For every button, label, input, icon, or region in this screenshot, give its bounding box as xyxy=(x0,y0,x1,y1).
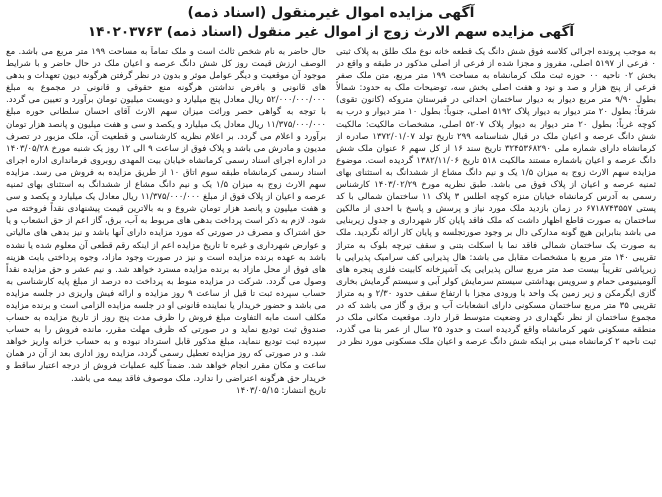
ad-title: آگهی مزایده اموال غیرمنقول (اسناد ذمه) xyxy=(187,5,475,21)
ad-subtitle: آگهی مزایده سهم الارث زوج از اموال غیر منقول (اسناد ذمه) ۱۴۰۲۰۳۷۶۳ xyxy=(87,24,575,40)
ad-body xyxy=(6,46,656,496)
right-column-text: به موجب پرونده اجرائی کلاسه فوق شش دانگ یک قطعه خانه نوع ملک طلق به پلاک ثبتی ۰ فرعی از ۵۱۹۷ اصلی، مفروز و مجزا شده از فرعی از اصلی مذکور در طبقه و واقع در بخش ۰۲ ناحیه ۰۰ حوزه ثبت ملک کرمانشاه به مساحت ۱۹۹ متر مربع، متن ملک صفر فرعی از پنج هزار و صد و نود و هفت اصلی بخش سه، توضیحات ملک به حدود: شمالاً بطول ۹/۹۰ متر مربع دیوار به دیوار ساختمان احداثی در قبرستان متروکه (کانون تقوی) شرقاً: بطول ۲۰ متر دیوار به دیوار پلاک ۵۱۹۲ اصلی، جنوباً: بطول ۱۰ متر دیوار و درب به کوچه غرباً: بطول ۲۰ متر دیوار به دیوار پلاک ۵۲۰۷ اصلی، مشخصات مالکیت: مالکیت شش دانگ عرصه و اعیان ملک در قبال شناسنامه ۲۹۹ تاریخ تولد ۱۳۷۲/۰۱/۰۷ صادره از کرمانشاه دارای شماره ملی ۳۲۴۵۳۶۸۲۹۰ تاریخ سند ۱۶ از کل سهم ۶ عنوان ملک شش دانگ عرصه و اعیان باشماره مستند مالکیت ۵۱۸ تاریخ ۱۳۸۲/۱۱/۰۶ گردیده است. موضوع مزایده سهم الارث زوج به میزان ۱/۵ یک و نیم دانگ مشاع از ششدانگ به استثنای بهای ثمنیه عرصه و اعیان از پلاک فوق می باشد. طبق نظریه مورخ ۱۴۰۳/۰۲/۲۹ کارشناس رسمی به آدرس کرمانشاه خیابان منزه کوچه اطلس ۳ پلاک ۱۱ ساختمان شمالی با کد پستی ۶۷۱۸۷۴۳۵۵۷ در زمان بازدید ملک مورد نیاز و پرسش و پاسخ با احدی از مالکین ساختمان به صورت قاطع اظهار داشت که ملک فاقد پایان کار شهرداری و جدول زیربنایی می باشد بنابراین هیچ گونه مدارکی دال بر وجود صورتجلسه و پایان کار ارائه نگردید. ملک به صورت یک ساختمان شمالی فاقد نما با اسکلت بتنی و سقف تیرچه بلوک به متراژ تقریبی ۱۴۰ متر مربع با مشخصات مقابل می باشد: هال پذیرایی کف سرامیک پذیرایی با زیرپاشی تقریباً بیست صد متر مربع سالن پذیرایی یک آشپزخانه کابینت فلزی پنجره های آلومینیومی حمام و سرویس بهداشتی سیستم سرمایش کولر آبی و سیستم گرمایش بخاری گازی ایگرمکن و زیر زمین یک واحد با ورودی مجزا با ارتفاع سقف حدود ۲/۳۰ و به متراژ تقریبی ۳۵ متر مربع ساختمان مسکونی دارای انشعابات آب و برق و گاز می باشد که در مجموع ساختمان از نظر نگهداری در وضعیت متوسط قرار دارد. موقعیت مکانی ملک در منطقه مسکونی شهر کرمانشاه واقع گردیده است و حدود ۲۵ سال از عمر بنا می گذرد، ثبت ناحیه ۲ کرمانشاه مبنی بر اینکه شش دانگ عرصه و اعیان ملک مسکونی مورد نظر در xyxy=(336,47,656,348)
left-column-text: حال حاضر به نام شخص ثالث است و ملک تماماً به مساحت ۱۹۹ متر مربع می باشد. مع الوصف ارزش قیمت روز کل شش دانگ عرصه و اعیان ملک در حال حاضر و با شرایط موجود آن موقعیت و دیگر عوامل موثر و بدون در نظر گرفتن هرگونه دیون تعهدات و بدهی های قانونی و بافرض نداشتن هرگونه منع حقوقی و قانونی در مجموع به مبلغ ۵۲/۰۰۰/۰۰۰/۰۰۰ ریال معادل پنج میلیارد و دویست میلیون تومان برآورد و تعیین می گردد. با توجه به گواهی حصر وراثت میزان سهم الارث آقای احسان سلطانی حوره مبلغ ۱۱/۳۷۵/۰۰۰/۰۰۰ ریال معادل یک میلیارد و یکصد و سی و هفت میلیون و پانصد هزار تومان برآورد و اعلام می گردد. بر اعلام نظریه کارشناسی و قطعیت آن، ملک مزبور در تصرف مدیون و مادرش می باشد و پلاک فوق از ساعت ۹ الی ۱۲ روز یک شنبه مورخ ۱۴۰۳/۰۵/۲۸ در اداره اجرای اسناد رسمی کرمانشاه خیابان بیت المهدی روبروی فرمانداری اداره اجرای اسناد رسمی کرمانشاه طبقه سوم اتاق ۱۰ از طریق مزایده به فروش می رسد. مزایده سهم الارث زوج به میزان ۱/۵ یک و نیم دانگ مشاع از ششدانگ به استثنای بهای ثمنیه عرصه و اعیان از پلاک فوق از مبلغ ۱۱/۳۷۵/۰۰۰/۰۰۰ ریال معادل یک میلیارد و یکصد و سی و هفت میلیون و پانصد هزار تومان شروع و به بالاترین قیمت پیشنهادی نقداً فروخته می شود. لازم به ذکر است پرداخت بدهی های مربوط به آب، برق، گاز اعم از حق انشعاب و یا حق اشتراک و مصرف در صورتی که مورد مزایده دارای آنها باشد و نیز بدهی های مالیاتی و عوارض شهرداری و غیره تا تاریخ مزایده اعم از اینکه رقم قطعی آن معلوم شده یا نشده باشد به عهده برنده مزایده است و نیز در صورت وجود مازاد، وجوه پرداختی بابت هزینه های فوق از محل مازاد به برنده مزایده مسترد خواهد شد. و نیم عشر و حق مزایده نقداً وصول می گردد. شرکت در مزایده منوط به پرداخت ده درصد از مبلغ پایه کارشناسی به حساب سپرده ثبت تا قبل از ساعت ۹ روز مزایده و ارائه فیش واریزی در جلسه مزایده می باشد و حضور خریدار یا نماینده قانونی او در جلسه مزایده الزامی است و برنده مزایده مکلف است مابه التفاوت مبلغ فروش را ظرف مدت پنج روز از تاریخ مزایده به حساب صندوق ثبت تودیع نماید و در صورتی که ظرف مهلت مقرر، مانده فروش را به حساب سپرده ثبت تودیع ننماید، مبلغ مذکور قابل استرداد نبوده و به حساب خزانه واریز خواهد شد. و در صورتی که روز مزایده تعطیل رسمی گردد، مزایده روز اداری بعد از آن در همان ساعت و مکان مقرر انجام خواهد شد. ضمناً کلیه عملیات فروش از درجه اعتبار ساقط و خریدار حق هرگونه اعتراضی را ندارد. ملک موصوف فاقد بیمه می باشد. xyxy=(6,47,326,384)
left-column xyxy=(6,46,326,496)
right-column xyxy=(336,46,656,496)
publish-date: تاریخ انتشار: ۱۴۰۳/۰۵/۱۵ xyxy=(236,385,326,396)
